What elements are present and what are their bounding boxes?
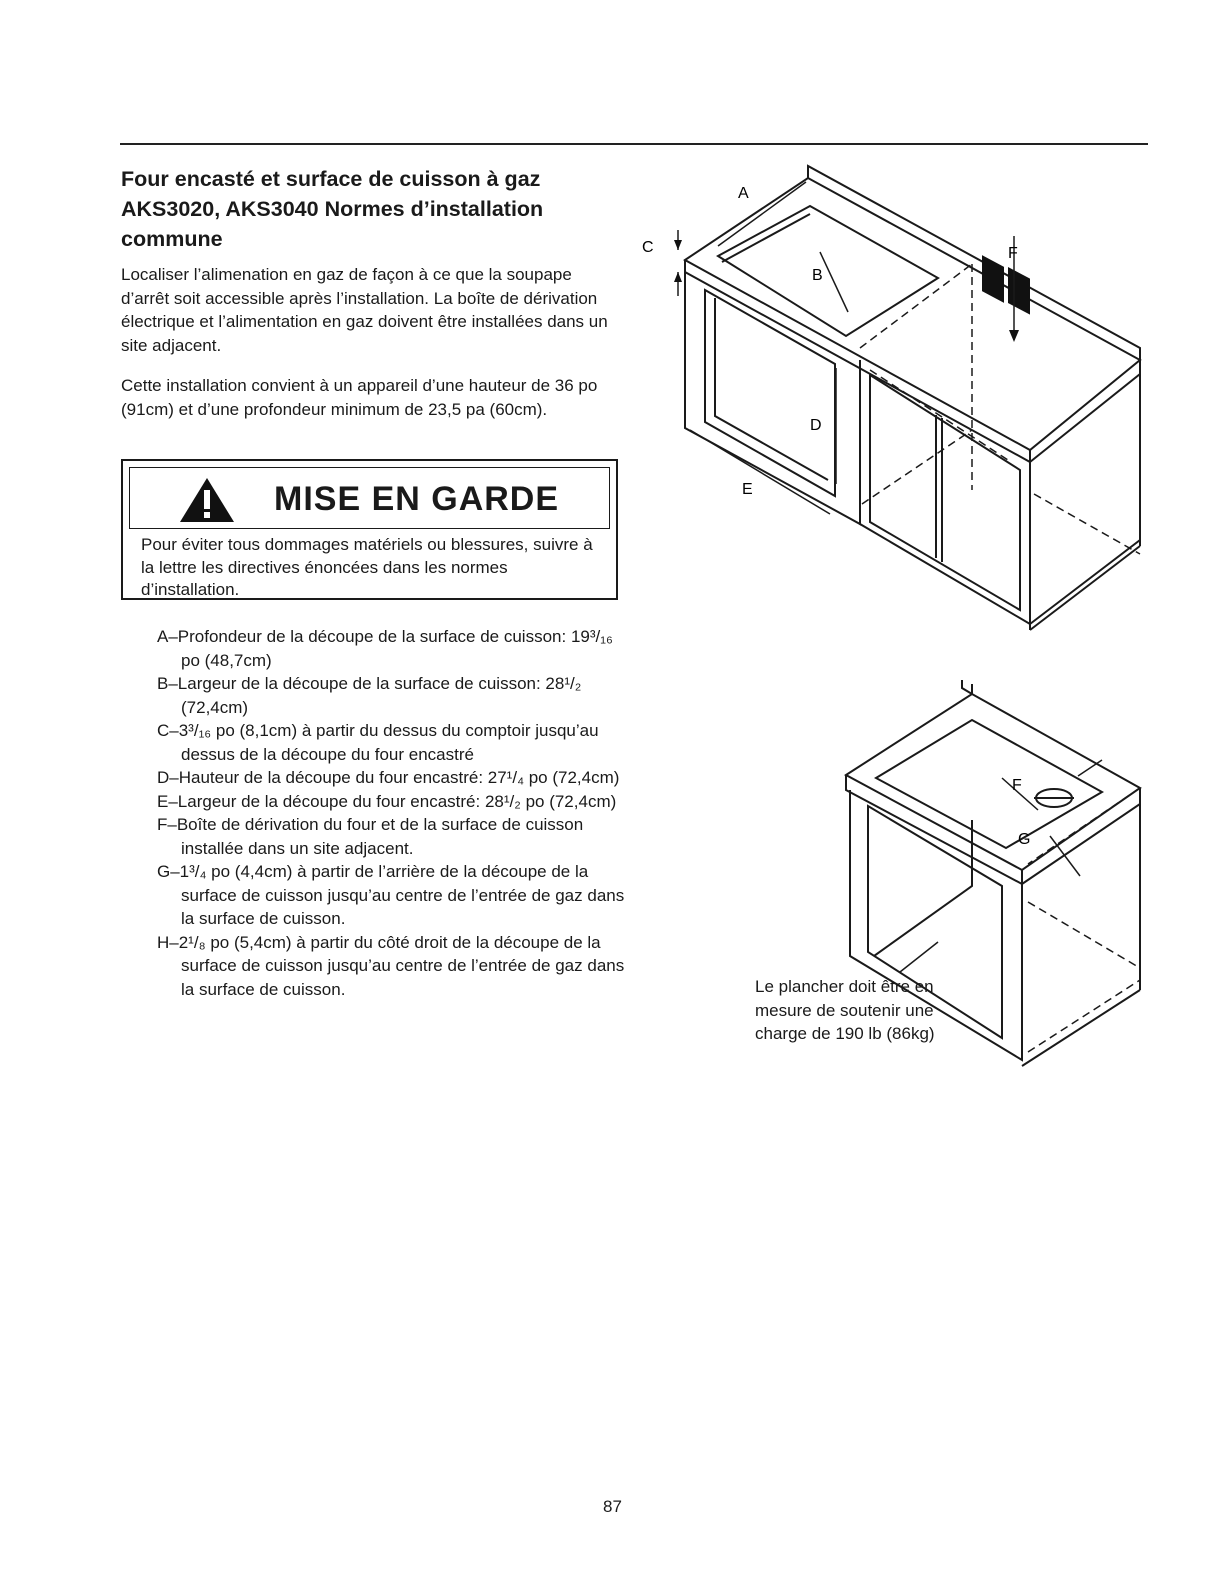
dimension-d: D–Hauteur de la découpe du four encastré: 27¹/₄ po (72,4cm): [157, 768, 620, 787]
label-a: A: [738, 185, 749, 202]
label-d: D: [810, 417, 822, 434]
top-rule: [120, 143, 1148, 145]
dimension-e: E–Largeur de la découpe du four encastré: 28¹/₂ po (72,4cm): [157, 791, 617, 811]
page-number: 87: [603, 1497, 622, 1516]
warning-title: MISE EN GARDE: [274, 480, 560, 518]
title-line-1: Four encasté et surface de cuisson à gaz: [121, 167, 541, 191]
label-g: G: [1018, 831, 1031, 848]
installation-diagram-main: [630, 160, 1150, 640]
label-f-2: F: [1012, 777, 1022, 794]
dimension-h: H–2¹/₈ po (5,4cm) à partir du côté droit de la découpe de la surface de cuisson jusqu’au centre de l’entrée de gaz dans la surface de cuisson.: [157, 932, 625, 999]
dimension-f: F–Boîte de dérivation du four et de la surface de cuisson installée dans un site adjacent.: [157, 815, 584, 858]
dimension-c: C–3³/₁₆ po (8,1cm) à partir du dessus du comptoir jusqu’au dessus de la découpe du four encastré: [157, 721, 599, 764]
warning-header: [129, 467, 610, 529]
warning-triangle-icon: [178, 476, 236, 524]
dimension-g: G–1³/₄ po (4,4cm) à partir de l’arrière de la découpe de la surface de cuisson jusqu’au centre de l’entrée de gaz dans la surface de cuisson.: [157, 862, 625, 928]
title-line-2: AKS3020, AKS3040 Normes d’installation: [121, 197, 544, 221]
intro-paragraph-2: Cette installation convient à un appareil d’une hauteur de 36 po (91cm) et d’une profondeur minimum de 23,5 pa (60cm).: [121, 376, 598, 419]
dimension-a: A–Profondeur de la découpe de la surface de cuisson: 19³/₁₆ po (48,7cm): [157, 627, 613, 670]
label-e: E: [742, 481, 753, 498]
label-c: C: [642, 239, 654, 256]
label-b: B: [812, 267, 823, 284]
dimension-b: B–Largeur de la découpe de la surface de cuisson: 28¹/₂ (72,4cm): [157, 674, 582, 717]
page-title: [121, 164, 641, 254]
dimension-list: [157, 625, 627, 1001]
floor-load-note: Le plancher doit être en mesure de soutenir une charge de 190 lb (86kg): [755, 977, 935, 1043]
intro-paragraph-1: Localiser l’alimenation en gaz de façon à ce que la soupape d’arrêt soit accessible après l’installation. La boîte de dérivation électrique et l’alimentation en gaz doivent être installées dans un site adjacent.: [121, 265, 608, 355]
warning-text: Pour éviter tous dommages matériels ou blessures, suivre à la lettre les directives énoncées dans les normes d’installation.: [141, 535, 593, 599]
label-f: F: [1008, 245, 1018, 262]
title-line-3: commune: [121, 227, 223, 251]
warning-box: [121, 459, 618, 600]
